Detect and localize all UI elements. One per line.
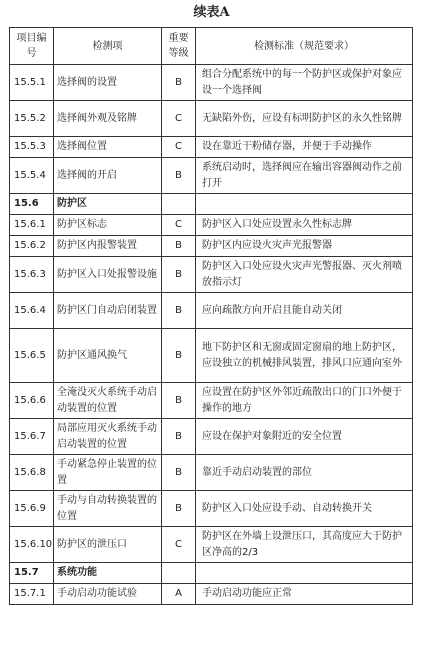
- cell-level: B: [162, 419, 196, 455]
- cell-item: 系统功能: [54, 563, 162, 584]
- header-standard: 检测标准（规范要求）: [196, 28, 413, 65]
- cell-standard: 防护区入口处应设火灾声光警报器、灭火剂喷放指示灯: [196, 257, 413, 293]
- table-row: [10, 455, 413, 491]
- cell-level: B: [162, 236, 196, 257]
- cell-level: B: [162, 383, 196, 419]
- cell-level: C: [162, 527, 196, 563]
- section-row: [10, 563, 413, 584]
- cell-standard: 应设在保护对象附近的安全位置: [196, 419, 413, 455]
- cell-id: 15.6.10: [10, 527, 54, 563]
- cell-id: 15.6.9: [10, 491, 54, 527]
- table-row: [10, 215, 413, 236]
- cell-id: 15.6.1: [10, 215, 54, 236]
- section-row: [10, 194, 413, 215]
- cell-standard: 防护区在外墙上设泄压口，其高度应大于防护区净高的2/3: [196, 527, 413, 563]
- cell-id: 15.6.6: [10, 383, 54, 419]
- cell-standard: 防护区内应设火灾声光报警器: [196, 236, 413, 257]
- cell-level: B: [162, 158, 196, 194]
- cell-standard: 应向疏散方向开启且能自动关闭: [196, 293, 413, 329]
- cell-standard: 防护区入口处应设手动、自动转换开关: [196, 491, 413, 527]
- cell-standard: 设在靠近干粉储存器，并便于手动操作: [196, 137, 413, 158]
- table-row: [10, 491, 413, 527]
- cell-id: 15.6.3: [10, 257, 54, 293]
- cell-level: B: [162, 491, 196, 527]
- cell-item: 选择阀的设置: [54, 65, 162, 101]
- table-row: [10, 158, 413, 194]
- table-row: [10, 527, 413, 563]
- cell-level: C: [162, 215, 196, 236]
- cell-item: 防护区: [54, 194, 162, 215]
- table-row: [10, 101, 413, 137]
- cell-item: 选择阀位置: [54, 137, 162, 158]
- cell-standard: 组合分配系统中的每一个防护区或保护对象应设一个选择阀: [196, 65, 413, 101]
- table-row: [10, 236, 413, 257]
- cell-id: 15.5.4: [10, 158, 54, 194]
- table-row: [10, 257, 413, 293]
- cell-level: B: [162, 455, 196, 491]
- cell-standard: 手动启动功能应正常: [196, 584, 413, 605]
- table-header-row: [10, 28, 413, 65]
- table-row: [10, 383, 413, 419]
- cell-id: 15.5.2: [10, 101, 54, 137]
- cell-id: 15.6.4: [10, 293, 54, 329]
- cell-item: 防护区标志: [54, 215, 162, 236]
- cell-standard: 无缺陷外伤，应设有标明防护区的永久性铭牌: [196, 101, 413, 137]
- cell-standard: 系统启动时，选择阀应在输出容器阀动作之前打开: [196, 158, 413, 194]
- cell-id: 15.7: [10, 563, 54, 584]
- cell-id: 15.6.2: [10, 236, 54, 257]
- cell-level: B: [162, 293, 196, 329]
- header-level: 重要等级: [162, 28, 196, 65]
- cell-item: 手动紧急停止装置的位置: [54, 455, 162, 491]
- cell-item: 防护区入口处报警设施: [54, 257, 162, 293]
- table-row: [10, 419, 413, 455]
- cell-item: 防护区内报警装置: [54, 236, 162, 257]
- cell-level: C: [162, 137, 196, 158]
- table-row: [10, 65, 413, 101]
- table-row: [10, 329, 413, 383]
- cell-item: 局部应用灭火系统手动启动装置的位置: [54, 419, 162, 455]
- cell-level: C: [162, 101, 196, 137]
- cell-id: 15.6.7: [10, 419, 54, 455]
- cell-item: 选择阀的开启: [54, 158, 162, 194]
- cell-level: B: [162, 329, 196, 383]
- cell-standard: [196, 194, 413, 215]
- cell-item: 防护区门自动启闭装置: [54, 293, 162, 329]
- cell-item: 手动与自动转换装置的位置: [54, 491, 162, 527]
- inspection-table: [9, 27, 413, 605]
- table-row: [10, 293, 413, 329]
- cell-standard: 防护区入口处应设置永久性标志牌: [196, 215, 413, 236]
- cell-level: [162, 563, 196, 584]
- cell-id: 15.6: [10, 194, 54, 215]
- cell-standard: 应设置在防护区外邻近疏散出口的门口外便于操作的地方: [196, 383, 413, 419]
- cell-id: 15.5.3: [10, 137, 54, 158]
- cell-item: 手动启动功能试验: [54, 584, 162, 605]
- table-row: [10, 137, 413, 158]
- cell-standard: 靠近手动启动装置的部位: [196, 455, 413, 491]
- cell-id: 15.7.1: [10, 584, 54, 605]
- cell-id: 15.6.5: [10, 329, 54, 383]
- cell-level: A: [162, 584, 196, 605]
- cell-level: [162, 194, 196, 215]
- cell-item: 防护区通风换气: [54, 329, 162, 383]
- cell-item: 全淹没灭火系统手动启动装置的位置: [54, 383, 162, 419]
- table-title: 续表A: [193, 5, 230, 20]
- cell-standard: 地下防护区和无窗或固定窗扇的地上防护区，应设独立的机械排风装置，排风口应通向室外: [196, 329, 413, 383]
- cell-item: 选择阀外观及铭牌: [54, 101, 162, 137]
- header-id: 项目编号: [10, 28, 54, 65]
- header-item: 检测项: [54, 28, 162, 65]
- cell-id: 15.6.8: [10, 455, 54, 491]
- cell-level: B: [162, 257, 196, 293]
- cell-level: B: [162, 65, 196, 101]
- cell-id: 15.5.1: [10, 65, 54, 101]
- cell-standard: [196, 563, 413, 584]
- cell-item: 防护区的泄压口: [54, 527, 162, 563]
- table-row: [10, 584, 413, 605]
